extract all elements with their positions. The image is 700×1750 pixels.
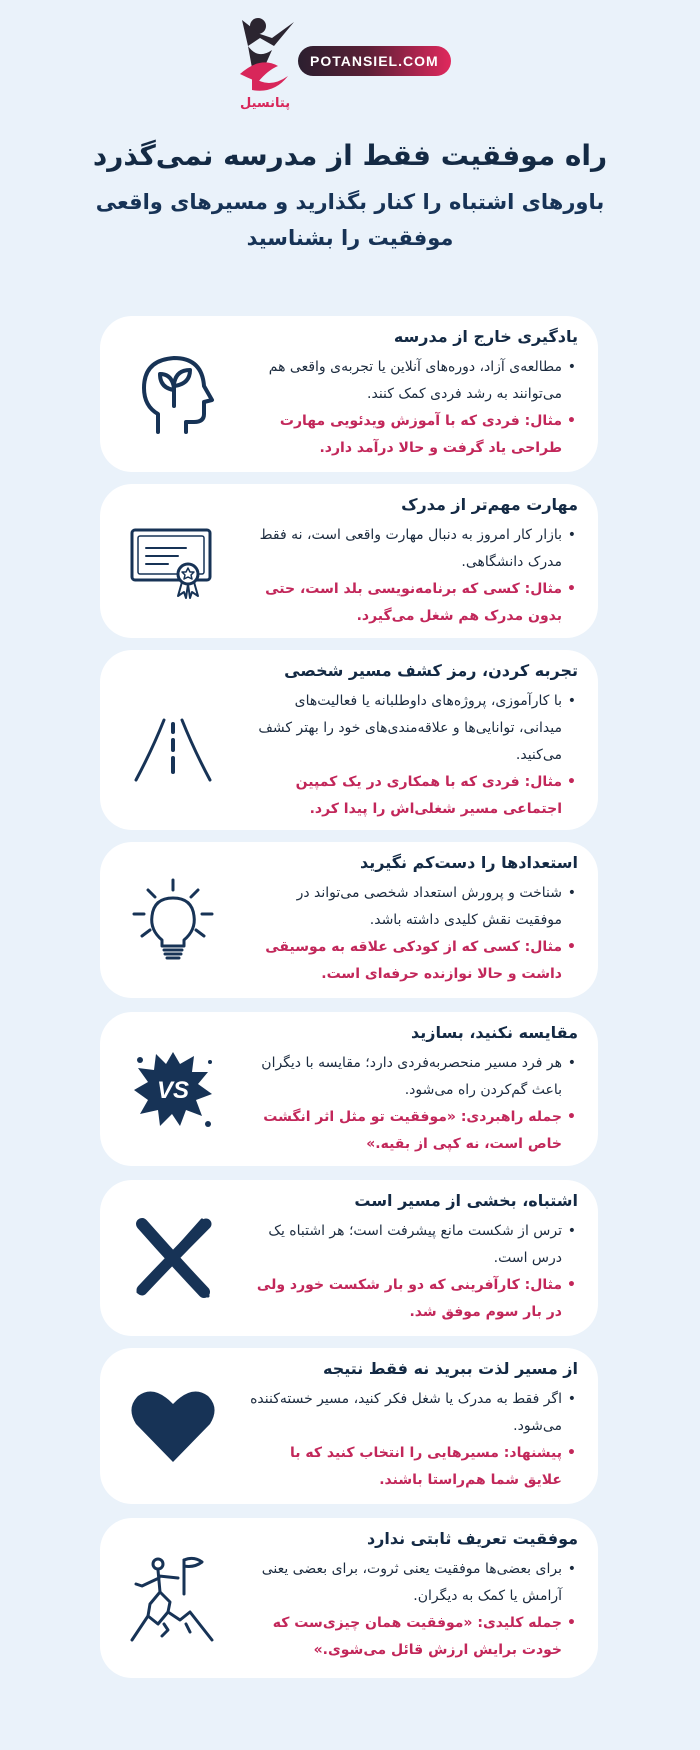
- card-skill-over-degree: [100, 484, 598, 638]
- bullet-list: [208, 688, 578, 823]
- card-title: مقایسه نکنید، بسازید: [410, 1023, 578, 1042]
- bullet-point: • اگر فقط به مدرک یا شغل فکر کنید، مسیر خسته‌کننده می‌شود.: [248, 1386, 562, 1440]
- card-title: استعدادها را دست‌کم نگیرید: [359, 853, 578, 872]
- vs-splash-icon: [128, 1044, 218, 1134]
- bullet-example: • پیشنهاد: مسیرهایی را انتخاب کنید که با علایق شما هم‌راستا باشند.: [248, 1440, 562, 1494]
- card-experience-path: [100, 650, 598, 830]
- card-body: [208, 1356, 578, 1494]
- card-success-definition: [100, 1518, 598, 1678]
- bullet-list: [208, 1556, 578, 1664]
- card-title: موفقیت تعریف ثابتی ندارد: [366, 1529, 578, 1548]
- card-body: [208, 850, 578, 988]
- brand-name-fa: پتانسیل: [240, 96, 291, 111]
- bullet-list: [208, 880, 578, 988]
- road-icon: [128, 700, 218, 790]
- brand-url[interactable]: POTANSIEL.COM: [298, 46, 451, 76]
- card-body: [208, 492, 578, 630]
- vs-label: VS: [156, 1077, 190, 1104]
- bullet-point: • برای بعضی‌ها موفقیت یعنی ثروت، برای بعضی یعنی آرامش یا کمک به دیگران.: [248, 1556, 562, 1610]
- card-title: یادگیری خارج از مدرسه: [393, 327, 578, 346]
- certificate-icon: [128, 516, 218, 606]
- card-body: [208, 324, 578, 462]
- bullet-point: • هر فرد مسیر منحصربه‌فردی دارد؛ مقایسه با دیگران باعث گم‌کردن راه می‌شود.: [248, 1050, 562, 1104]
- card-title: از مسیر لذت ببرید نه فقط نتیجه: [323, 1359, 578, 1378]
- bullet-point: • ترس از شکست مانع پیشرفت است؛ هر اشتباه یک درس است.: [248, 1218, 562, 1272]
- card-title: اشتباه، بخشی از مسیر است: [354, 1191, 578, 1210]
- bullet-list: [208, 354, 578, 462]
- bullet-point: • با کارآموزی، پروژه‌های داوطلبانه یا فعالیت‌های میدانی، توانایی‌ها و علاقه‌مندی‌های خود را بهتر کشف می‌کنید.: [248, 688, 562, 769]
- card-body: [208, 658, 578, 823]
- bullet-list: [208, 1386, 578, 1494]
- bullet-example: • مثال: کارآفرینی که دو بار شکست خورد ولی در بار سوم موفق شد.: [248, 1272, 562, 1326]
- brand-logo[interactable]: [238, 16, 448, 111]
- heart-icon: [128, 1378, 218, 1468]
- bullet-example: • مثال: فردی که با آموزش ویدئویی مهارت طراحی یاد گرفت و حالا درآمد دارد.: [248, 408, 562, 462]
- climber-flag-icon: [128, 1554, 218, 1644]
- card-body: [208, 1188, 578, 1326]
- head-plant-icon: [128, 348, 218, 438]
- person-ribbon-icon: [238, 16, 300, 100]
- bullet-example: • جمله راهبردی: «موفقیت تو مثل اثر انگشت خاص است، نه کپی از بقیه.»: [248, 1104, 562, 1158]
- bullet-point: • بازار کار امروز به دنبال مهارت واقعی است، نه فقط مدرک دانشگاهی.: [248, 522, 562, 576]
- lightbulb-icon: [128, 876, 218, 966]
- card-talents: [100, 842, 598, 998]
- card-enjoy-path: [100, 1348, 598, 1504]
- card-title: مهارت مهم‌تر از مدرک: [401, 495, 578, 514]
- bullet-list: [208, 1218, 578, 1326]
- bullet-list: [208, 522, 578, 630]
- card-body: [208, 1020, 578, 1158]
- card-mistakes: [100, 1180, 598, 1336]
- card-title: تجربه کردن، رمز کشف مسیر شخصی: [284, 661, 578, 680]
- bullet-example: • مثال: فردی که با همکاری در یک کمپین اجتماعی مسیر شغلی‌اش را پیدا کرد.: [248, 769, 562, 823]
- bullet-example: • جمله کلیدی: «موفقیت همان چیزی‌ست که خودت برایش ارزش قائل می‌شوی.»: [248, 1610, 562, 1664]
- page-heading: [40, 136, 660, 256]
- bullet-example: • مثال: کسی که از کودکی علاقه به موسیقی داشت و حالا نوازنده حرفه‌ای است.: [248, 934, 562, 988]
- card-body: [208, 1526, 578, 1664]
- card-learning-outside-school: [100, 316, 598, 472]
- cross-icon: [128, 1212, 218, 1302]
- bullet-example: • مثال: کسی که برنامه‌نویسی بلد است، حتی بدون مدرک هم شغل می‌گیرد.: [248, 576, 562, 630]
- card-dont-compare: [100, 1012, 598, 1166]
- bullet-point: • مطالعه‌ی آزاد، دوره‌های آنلاین یا تجربه‌ی واقعی هم می‌توانند به رشد فردی کمک کنند.: [248, 354, 562, 408]
- bullet-point: • شناخت و پرورش استعداد شخصی می‌تواند در موفقیت نقش کلیدی داشته باشد.: [248, 880, 562, 934]
- page-title: راه موفقیت فقط از مدرسه نمی‌گذرد: [92, 139, 608, 172]
- page-subtitle: باورهای اشتباه را کنار بگذارید و مسیرهای واقعی موفقیت را بشناسید: [95, 190, 605, 250]
- bullet-list: [208, 1050, 578, 1158]
